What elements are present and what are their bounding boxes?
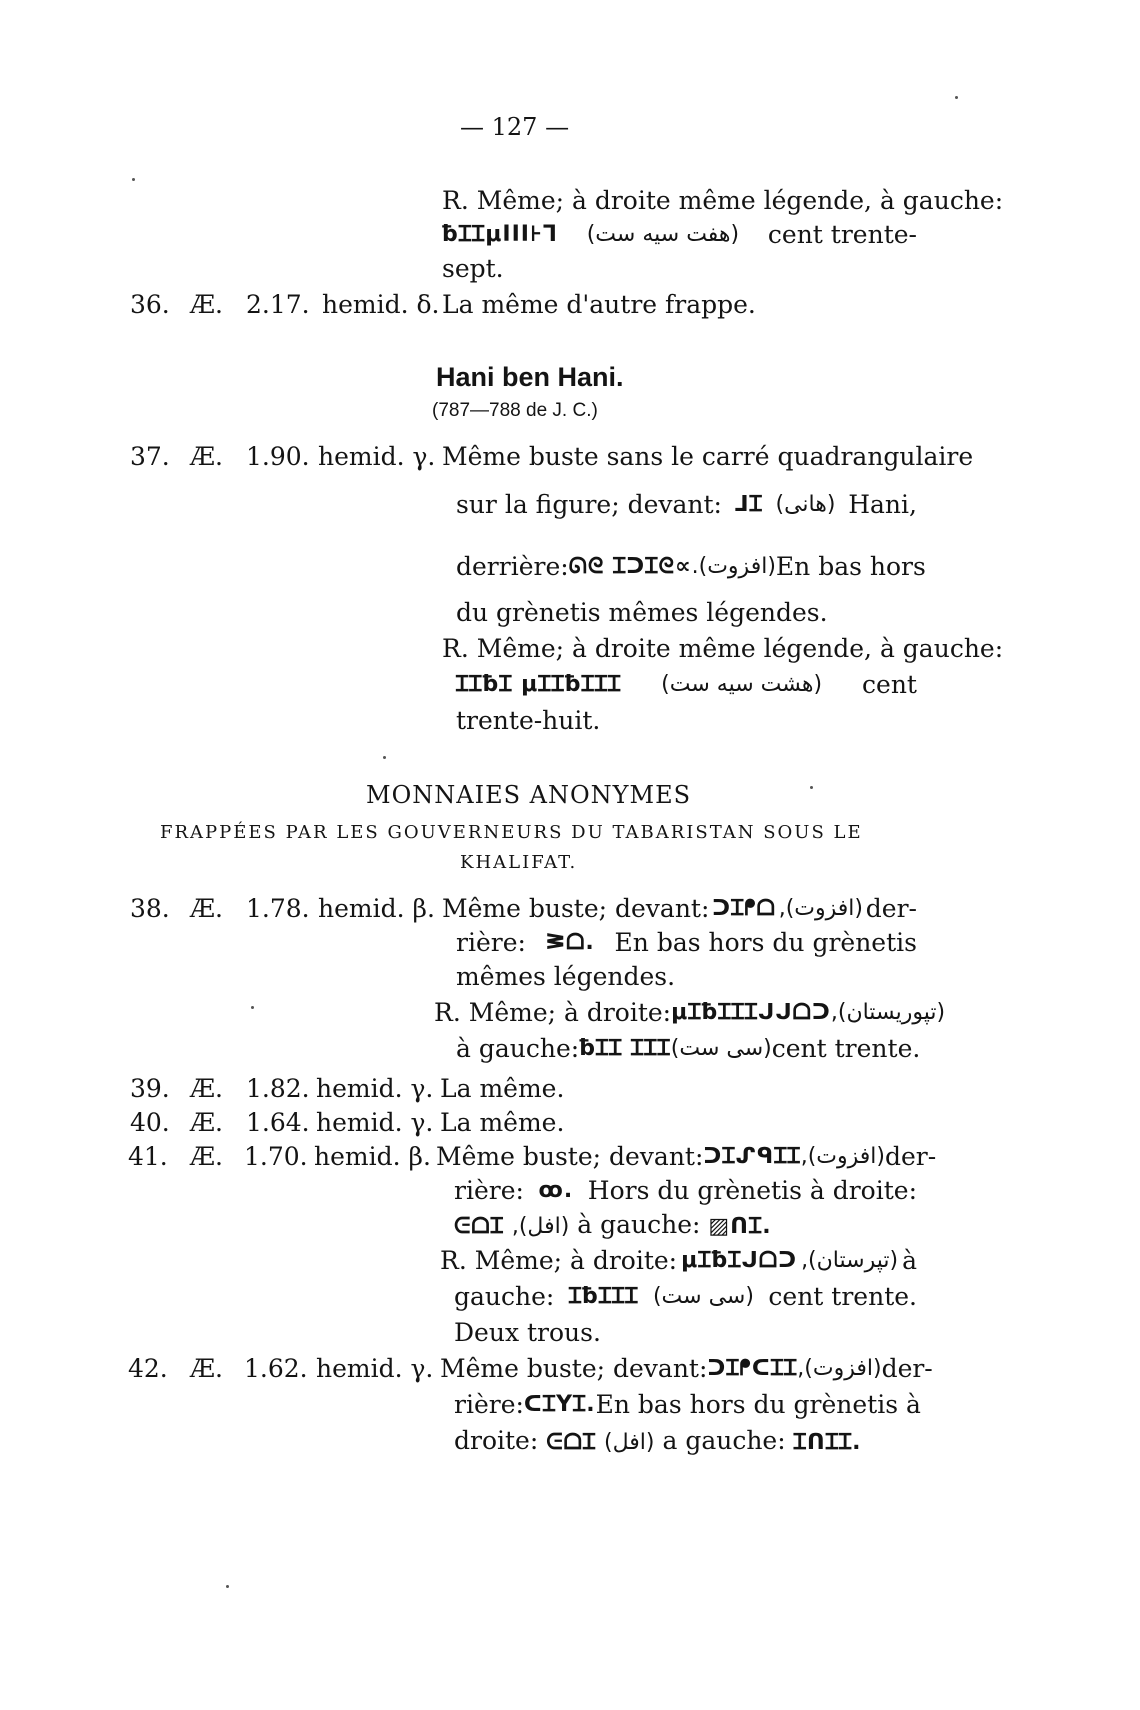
obverse-front-label: Même buste; devant:: [442, 894, 710, 923]
arabic-legend: (سى ست): [670, 1036, 772, 1061]
entry-38-number: 38.: [130, 894, 170, 923]
arabic-legend: (افزوت),: [800, 1144, 885, 1169]
obverse-back-label: derrière:: [456, 552, 569, 581]
entry-41-weight: 1.70.: [244, 1142, 308, 1171]
pahlavi-legend: ƀꞮꞮμΙΙΙ⊦Ꞁ: [442, 222, 558, 247]
pahlavi-legend: ƀꞮꞮ ꞮꞮꞮ: [579, 1036, 671, 1061]
entry-42-line-2: [454, 1390, 921, 1420]
entry-41-line-6: Deux trous.: [454, 1318, 601, 1347]
entry-39-weight: 1.82.: [246, 1074, 310, 1103]
entry-42-line-3: [454, 1426, 862, 1458]
arabic-legend: (افزوت),: [797, 1356, 882, 1381]
entry-37-number: 37.: [130, 442, 170, 471]
obverse-back-label: rière:: [456, 928, 526, 957]
pahlavi-legend: ᒧꞮ: [734, 492, 763, 517]
reverse-left-label: gauche:: [454, 1282, 555, 1311]
pahlavi-legend: μꞮƀꞮꞮꞮᒍᒍᗝᑐ: [671, 1000, 831, 1025]
entry-41-line-2: [454, 1176, 917, 1206]
pahlavi-legend: ᕮᗝꞮ: [546, 1430, 597, 1455]
obverse-front-label: sur la figure; devant:: [456, 490, 722, 519]
scan-speck: [383, 756, 386, 759]
entry-40-metal: Æ.: [190, 1108, 223, 1137]
entry-42-metal: Æ.: [190, 1354, 223, 1383]
entry-40-description: La même.: [440, 1108, 565, 1137]
entry-42-line-1: [440, 1354, 933, 1384]
legend-note: En bas hors: [775, 552, 926, 581]
legend-note: Hors du grènetis à droite:: [587, 1176, 917, 1205]
arabic-legend: (افل): [604, 1430, 655, 1455]
pahlavi-legend: ▨ᑎꞮ.: [708, 1214, 772, 1239]
entry-38-reverse-line: [434, 998, 946, 1028]
section-subtitle-line-1: FRAPPÉES PAR LES GOUVERNEURS DU TABARISTAN SOUS LE: [160, 822, 863, 843]
arabic-legend: (هانى): [775, 492, 836, 517]
entry-41-line-5: [454, 1282, 917, 1312]
pahlavi-legend: μꞮƀꞮᒍᗝᑐ: [681, 1248, 798, 1273]
scan-speck: [251, 1006, 254, 1009]
section-title-anonymes: MONNAIES ANONYMES: [366, 781, 692, 809]
word-a: à: [902, 1246, 917, 1275]
pahlavi-legend: ꞮꞮƀꞮ μꞮꞮƀꞮꞮꞮ: [456, 672, 622, 697]
entry-37-type: hemid. γ.: [318, 442, 436, 471]
pahlavi-legend: ᕮᗝꞮ: [454, 1214, 504, 1239]
arabic-legend: (تپوريستان),: [830, 1000, 946, 1025]
entry-36-metal: Æ.: [190, 290, 223, 319]
pahlavi-legend: ꞮᑎꞮꞮ.: [793, 1430, 862, 1455]
entry-42-number: 42.: [128, 1354, 168, 1383]
entry-38-line-1: [442, 894, 917, 924]
legend-note: En bas hors du grènetis à: [595, 1390, 921, 1419]
legend-translation: cent trente-: [767, 220, 917, 249]
entry-35-reverse-line: R. Même; à droite même légende, à gauche:: [442, 186, 1004, 215]
section-dates-hani: (787—788 de J. C.): [432, 400, 598, 421]
pahlavi-legend: ᕒᗝ.: [545, 930, 595, 955]
entry-36-description: La même d'autre frappe.: [442, 290, 756, 319]
page-number: — 127 —: [460, 113, 570, 141]
entry-38-line-3: mêmes légendes.: [456, 962, 676, 991]
entry-38-type: hemid. β.: [318, 894, 435, 923]
arabic-legend: (افل),: [511, 1214, 570, 1239]
obverse-front-label: Même buste; devant:: [440, 1354, 708, 1383]
scan-speck: [132, 178, 135, 181]
reverse-left-label: à gauche:: [456, 1034, 580, 1063]
scan-speck: [226, 1585, 229, 1588]
hyphenated-word: der-: [865, 894, 917, 923]
entry-42-weight: 1.62.: [244, 1354, 308, 1383]
obverse-back-label: rière:: [454, 1390, 524, 1419]
entry-40-number: 40.: [130, 1108, 170, 1137]
entry-39-metal: Æ.: [190, 1074, 223, 1103]
entry-41-number: 41.: [128, 1142, 168, 1171]
hyphenated-word: der-: [881, 1354, 933, 1383]
legend-translation: cent trente.: [771, 1034, 921, 1063]
scan-speck: [810, 786, 813, 789]
entry-39-number: 39.: [130, 1074, 170, 1103]
entry-35-legend-line: [442, 220, 917, 250]
entry-41-type: hemid. β.: [314, 1142, 431, 1171]
legend-note: à gauche:: [577, 1210, 701, 1239]
obverse-back-label: rière:: [454, 1176, 524, 1205]
entry-38-weight: 1.78.: [246, 894, 310, 923]
legend-translation: Hani,: [848, 490, 917, 519]
legend-translation: cent: [862, 670, 917, 699]
pahlavi-legend: ᑐꞮᖰᑕꞮꞮ: [707, 1356, 798, 1381]
entry-38-line-2: [456, 928, 917, 958]
pahlavi-legend: ꝏ.: [538, 1178, 574, 1203]
arabic-legend: (سى ست): [652, 1284, 754, 1309]
legend-translation: cent trente.: [768, 1282, 917, 1311]
entry-37-line-4: du grènetis mêmes légendes.: [456, 598, 828, 627]
entry-37-metal: Æ.: [190, 442, 223, 471]
legend-note: En bas hors du grènetis: [614, 928, 917, 957]
entry-42-type: hemid. γ.: [316, 1354, 434, 1383]
entry-39-description: La même.: [440, 1074, 565, 1103]
section-subtitle-line-2: KHALIFAT.: [460, 852, 578, 873]
entry-41-line-1: [436, 1142, 937, 1172]
obverse-right-label: droite:: [454, 1426, 539, 1455]
reverse-right-label: R. Même; à droite:: [434, 998, 672, 1027]
scan-speck: [955, 96, 958, 99]
pahlavi-legend: ᘏᘓ ꞮᑐꞮᘓ∝: [568, 554, 692, 579]
entry-37-weight: 1.90.: [246, 442, 310, 471]
pahlavi-legend: ᑐꞮᔑᑫꞮꞮ: [703, 1144, 801, 1169]
hyphenated-word: der-: [884, 1142, 937, 1171]
entry-37-line-3: [456, 552, 926, 582]
entry-41-reverse-line: [440, 1246, 917, 1276]
entry-38-line-5: [456, 1034, 921, 1064]
entry-41-metal: Æ.: [190, 1142, 223, 1171]
pahlavi-legend: ᑐꞮᖰᗝ: [712, 896, 776, 921]
legend-note: a gauche:: [662, 1426, 786, 1455]
entry-37-line-2: [456, 490, 917, 520]
entry-37-reverse-line: R. Même; à droite même légende, à gauche:: [442, 634, 1004, 663]
section-title-hani: Hani ben Hani.: [436, 362, 624, 392]
entry-36-type: hemid. δ.: [322, 290, 440, 319]
arabic-legend: (افزوت),: [778, 896, 863, 921]
entry-40-weight: 1.64.: [246, 1108, 310, 1137]
entry-37-line-6: [456, 670, 917, 700]
entry-36-weight: 2.17.: [246, 290, 310, 319]
arabic-legend: (هفت سيه ست): [586, 222, 740, 247]
entry-39-type: hemid. γ.: [316, 1074, 434, 1103]
arabic-legend: (هشت سيه ست): [661, 672, 823, 697]
entry-41-line-3: [454, 1210, 772, 1242]
obverse-front-label: Même buste; devant:: [436, 1142, 704, 1171]
arabic-legend: (تپرستان),: [801, 1248, 899, 1273]
arabic-legend: (افزوت).: [691, 554, 776, 579]
entry-35-legend-end: sept.: [442, 254, 504, 283]
reverse-right-label: R. Même; à droite:: [440, 1246, 678, 1275]
pahlavi-legend: ꞮƀꞮꞮꞮ: [568, 1284, 639, 1309]
pahlavi-legend: ᑕꞮYꞮ.: [523, 1392, 596, 1417]
entry-38-metal: Æ.: [190, 894, 223, 923]
entry-40-type: hemid. γ.: [316, 1108, 434, 1137]
entry-37-line-7: trente-huit.: [456, 706, 601, 735]
entry-36-number: 36.: [130, 290, 170, 319]
entry-37-line-1: Même buste sans le carré quadrangulaire: [442, 442, 974, 471]
